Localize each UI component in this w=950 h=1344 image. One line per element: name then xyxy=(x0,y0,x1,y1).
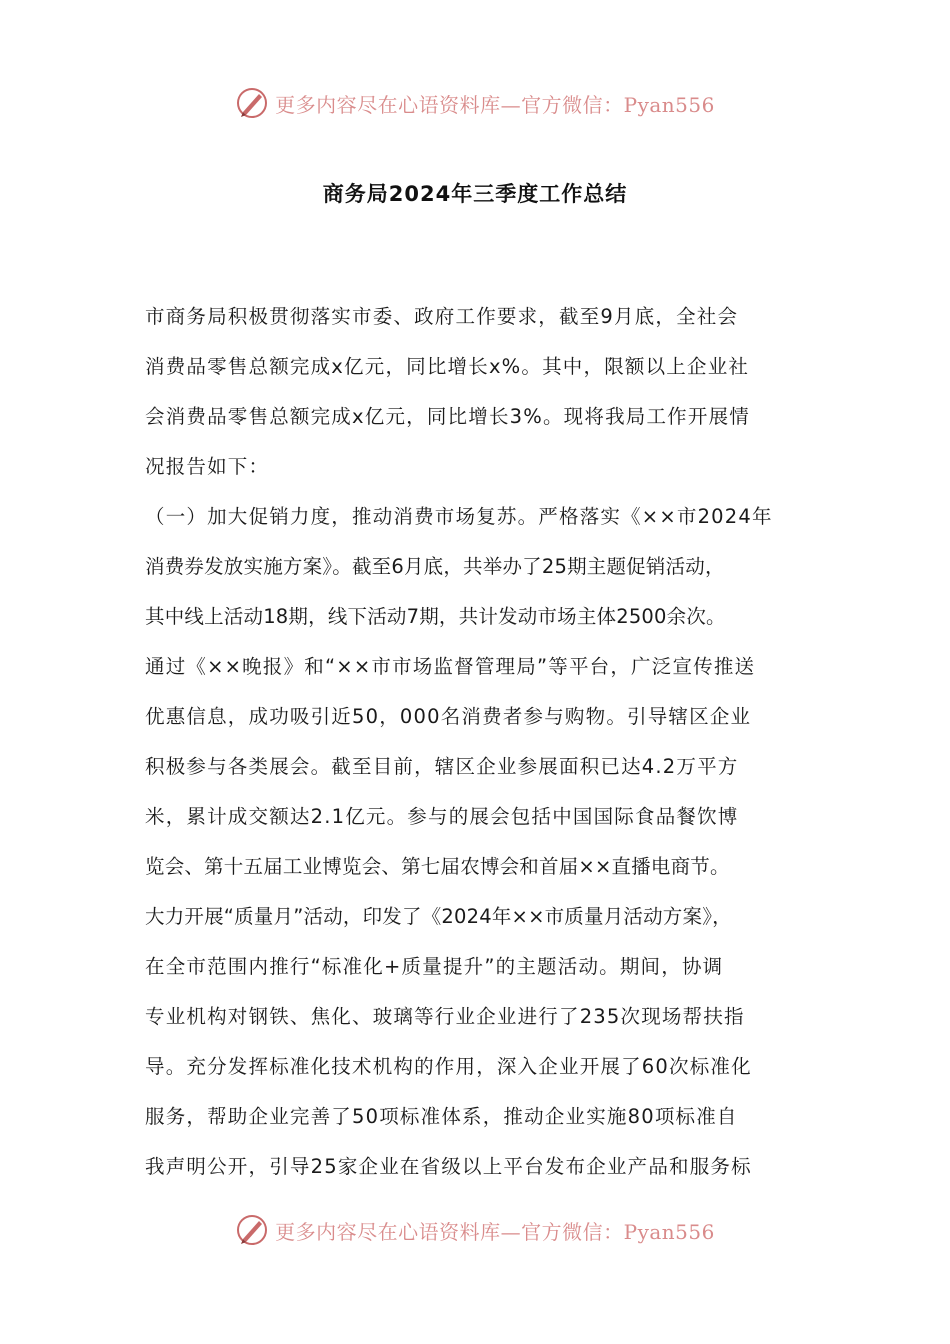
body-line: 大力开展“质量月”活动，印发了《2024年××市质量月活动方案》， xyxy=(145,905,732,928)
body-line: 消费品零售总额完成x亿元，同比增长x%。其中，限额以上企业社 xyxy=(145,355,750,378)
body-line: 其中线上活动18期，线下活动7期，共计发动市场主体2500余次。 xyxy=(145,605,726,628)
body-line: 市商务局积极贯彻落实市委、政府工作要求，截至9月底，全社会 xyxy=(145,305,739,328)
body-line: 消费券发放实施方案》。截至6月底，共举办了25期主题促销活动， xyxy=(145,555,725,578)
body-line: 优惠信息，成功吸引近50，000名消费者参与购物。引导辖区企业 xyxy=(145,705,752,728)
body-line: 会消费品零售总额完成x亿元，同比增长3%。现将我局工作开展情 xyxy=(145,405,750,428)
footer-watermark-banner xyxy=(0,1210,950,1250)
pen-logo-icon xyxy=(235,1213,269,1247)
document-body xyxy=(145,292,810,1192)
body-line: 导。充分发挥标准化技术机构的作用，深入企业开展了60次标准化 xyxy=(145,1055,752,1078)
header-watermark-banner xyxy=(0,83,950,123)
body-line: 在全市范围内推行“标准化+质量提升”的主题活动。期间，协调 xyxy=(145,955,724,978)
body-line: 服务，帮助企业完善了50项标准体系，推动企业实施80项标准自 xyxy=(145,1105,738,1128)
body-line: 通过《××晚报》和“××市市场监督管理局”等平台，广泛宣传推送 xyxy=(145,655,756,678)
body-line: 米，累计成交额达2.1亿元。参与的展会包括中国国际食品餐饮博 xyxy=(145,805,739,828)
document-title: 商务局2024年三季度工作总结 xyxy=(322,182,628,206)
pen-logo-icon xyxy=(235,86,269,120)
header-watermark-text: 更多内容尽在心语资料库—官方微信：Pyan556 xyxy=(275,92,715,117)
body-line: 我声明公开，引导25家企业在省级以上平台发布企业产品和服务标 xyxy=(145,1155,752,1178)
footer-watermark-text: 更多内容尽在心语资料库—官方微信：Pyan556 xyxy=(275,1219,715,1244)
body-line: （一）加大促销力度，推动消费市场复苏。严格落实《××市2024年 xyxy=(145,505,773,528)
body-line: 积极参与各类展会。截至目前，辖区企业参展面积已达4.2万平方 xyxy=(145,755,739,778)
body-line: 况报告如下： xyxy=(145,455,270,478)
body-line: 专业机构对钢铁、焦化、玻璃等行业企业进行了235次现场帮扶指 xyxy=(145,1005,745,1028)
body-line: 览会、第十五届工业博览会、第七届农博会和首届××直播电商节。 xyxy=(145,855,730,878)
